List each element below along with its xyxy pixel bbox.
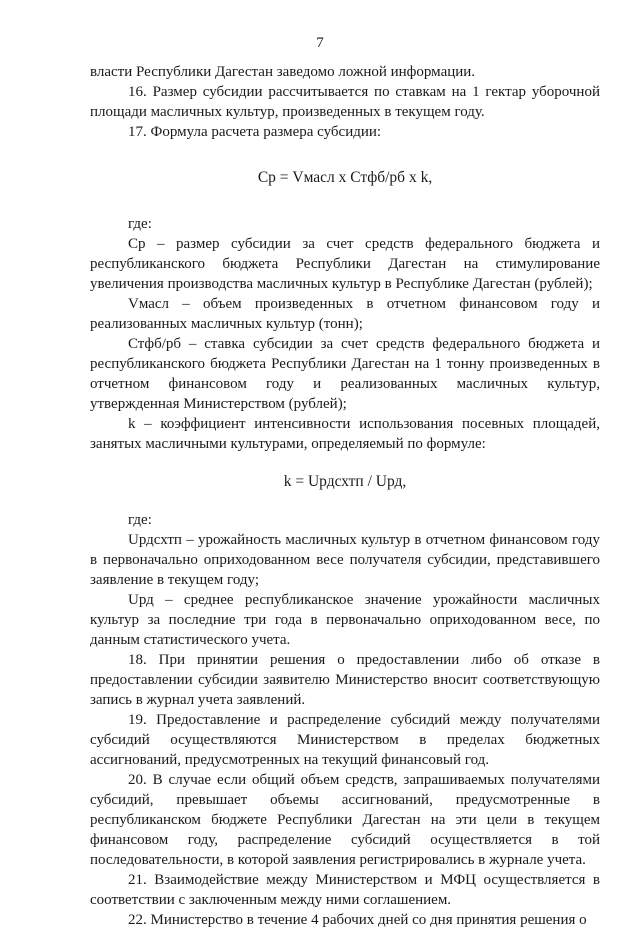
definition-urd: Uрд – среднее республиканское значение урожайности масличных культур за последние три года в первоначально оприходованном весе, по данным статистического учета. bbox=[90, 592, 600, 648]
paragraph-22: 22. Министерство в течение 4 рабочих дней со дня принятия решения о bbox=[128, 912, 587, 928]
paragraph-18: 18. При принятии решения о предоставлении либо об отказе в предоставлении субсидии заявителю Министерство вносит соответствующую запись в журнал учета заявлений. bbox=[90, 652, 600, 708]
formula-k: k = Uрдсхтп / Uрд, bbox=[283, 473, 407, 490]
spacer bbox=[90, 142, 600, 168]
paragraph-17: 17. Формула расчета размера субсидии: bbox=[128, 124, 382, 140]
formula-subsidy: Ср = Vмасл х Стфб/рб х k, bbox=[257, 169, 433, 186]
page-number: 7 bbox=[316, 35, 324, 51]
where-label: где: bbox=[128, 216, 152, 232]
spacer bbox=[90, 492, 600, 510]
paragraph-19: 19. Предоставление и распределение субсидий между получателями субсидий осуществляются Министерством в пределах бюджетных ассигнований, предусмотренных на текущий финансовый год. bbox=[90, 712, 600, 768]
definition-cp: Ср – размер субсидии за счет средств федерального бюджета и республиканского бюджета Республики Дагестан на стимулирование увеличения производства масличных культур в Республике Дагестан (рублей); bbox=[90, 236, 600, 292]
paragraph-continuation: власти Республики Дагестан заведомо ложной информации. bbox=[90, 64, 476, 80]
definition-urdshtp: Uрдсхтп – урожайность масличных культур в отчетном финансовом году в первоначально оприходованном весе получателя субсидии, представившего заявление в текущем году; bbox=[90, 532, 600, 588]
definition-stfb: Стфб/рб – ставка субсидии за счет средств федерального бюджета и республиканского бюджета Республики Дагестан на 1 тонну произведенных в отчетном финансовом году и реализованных масличных культур, утвержденная Министерством (рублей); bbox=[90, 336, 600, 412]
spacer bbox=[90, 454, 600, 472]
paragraph-21: 21. Взаимодействие между Министерством и МФЦ осуществляется в соответствии с заключенным между ними соглашением. bbox=[90, 872, 600, 908]
where-label: где: bbox=[128, 512, 152, 528]
document-body bbox=[90, 62, 600, 930]
definition-vmasl: Vмасл – объем произведенных в отчетном финансовом году и реализованных масличных культур (тонн); bbox=[90, 296, 600, 332]
definition-k: k – коэффициент интенсивности использования посевных площадей, занятых масличными культурами, определяемый по формуле: bbox=[90, 416, 600, 452]
paragraph-16: 16. Размер субсидии рассчитывается по ставкам на 1 гектар уборочной площади масличных культур, произведенных в текущем году. bbox=[90, 84, 600, 120]
paragraph-20: 20. В случае если общий объем средств, запрашиваемых получателями субсидий, превышает объемы ассигнований, предусмотренные в республиканском бюджете Республики Дагестан на эти цели в текущем финансовом году, распределение субсидий осуществляется в той последовательности, в которой заявления регистрировались в журнале учета. bbox=[90, 772, 600, 868]
spacer bbox=[90, 188, 600, 214]
